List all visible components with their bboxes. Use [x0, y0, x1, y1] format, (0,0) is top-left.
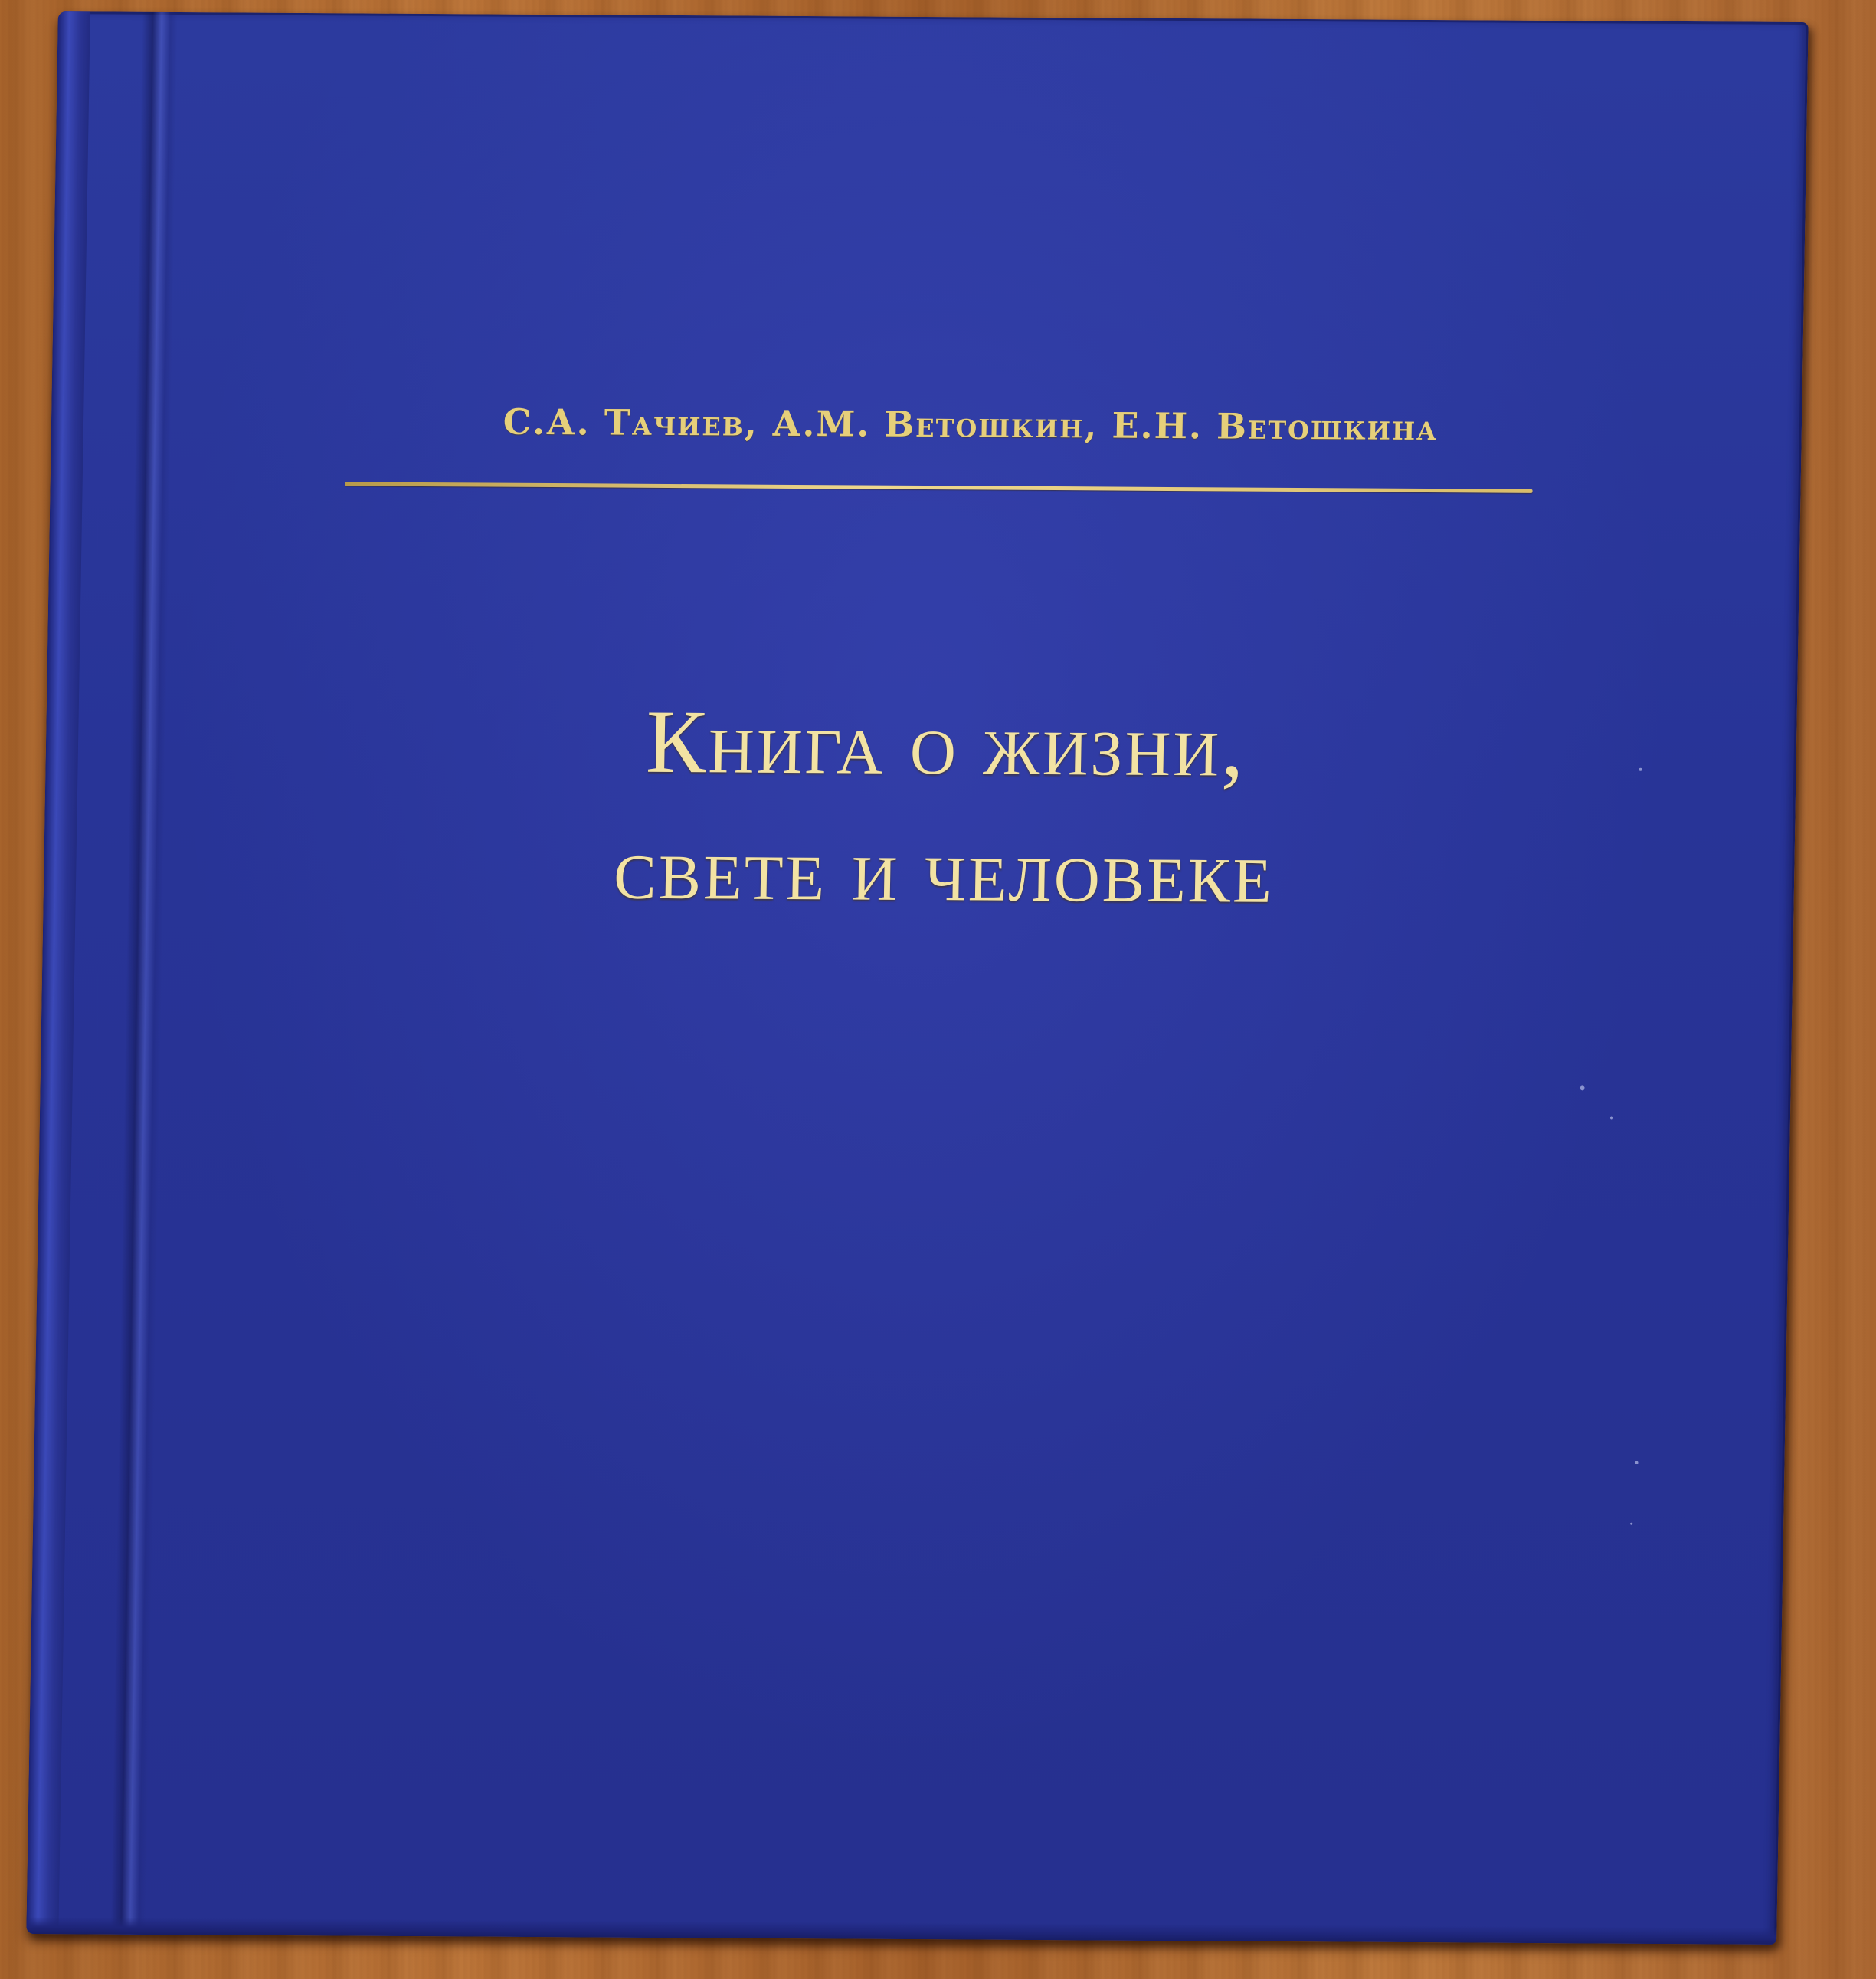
book-authors: С.А. Тачиев, А.М. Ветошкин, Е.Н. Ветошкина [503, 401, 1439, 449]
book-cover [26, 11, 1808, 1945]
cover-scuff-mark [1610, 1117, 1613, 1120]
gold-divider-line [345, 482, 1533, 492]
cover-scuff-mark [1639, 768, 1642, 771]
cover-scuff-mark [1580, 1085, 1585, 1090]
book-title-line-2: свете и человеке [613, 817, 1275, 922]
cover-scuff-mark [1630, 1523, 1632, 1525]
cover-hinge-groove [110, 12, 178, 1935]
book-title-line-1: Книга о жизни, [645, 691, 1247, 796]
cover-scuff-mark [1635, 1461, 1638, 1464]
